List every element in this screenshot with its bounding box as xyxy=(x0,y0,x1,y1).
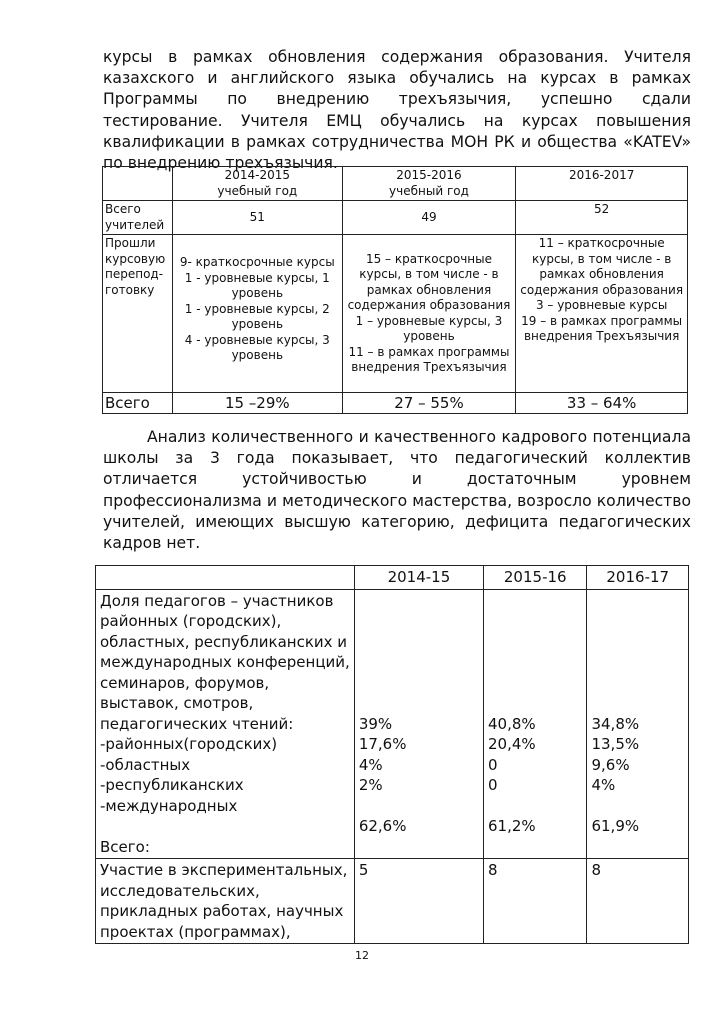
page-number: 12 xyxy=(355,949,369,962)
text-line: 62,6% xyxy=(358,817,407,835)
text-line: -республиканских xyxy=(100,776,244,794)
table-cell: 11 – краткосрочные курсы, в том числе - в рамках обновления содержания образования 3 – уровневые курсы 19 – в рамках программы внедрения Трехъязычия xyxy=(516,235,688,393)
text-line: 39% xyxy=(358,714,393,733)
table-cell: 52 xyxy=(516,201,688,235)
text-line: 20,4% xyxy=(488,735,536,753)
table-cell: 51 xyxy=(172,201,342,235)
table-header-cell: 2016-2017 xyxy=(516,167,688,201)
text-line: проектах (программах), xyxy=(100,922,291,941)
table-cell: 27 – 55% xyxy=(342,393,516,414)
row-label: Прошли курсовую перепод-готовку xyxy=(103,235,173,393)
courses-table xyxy=(102,166,688,414)
table-header-row xyxy=(103,167,688,201)
table-cell: 15 –29% xyxy=(172,393,342,414)
table-header-row xyxy=(96,566,689,590)
text-line: -районных(городских) xyxy=(100,735,278,753)
text-line: выставок, смотров, xyxy=(100,694,254,712)
table-row xyxy=(103,201,688,235)
table-header-cell xyxy=(96,566,355,590)
table-cell xyxy=(484,589,587,859)
table-cell: 49 xyxy=(342,201,516,235)
text-line: -международных xyxy=(100,796,238,815)
row-label: Всего учителей xyxy=(103,201,173,235)
text-line: Доля педагогов – участников xyxy=(100,591,334,610)
text-line: 34,8% xyxy=(591,714,640,733)
text-line xyxy=(591,796,684,817)
table-cell: 5 xyxy=(354,859,483,944)
table-header-cell: 2015-2016 учебный год xyxy=(342,167,516,201)
text-line: районных (городских), xyxy=(100,612,282,630)
text-line: 17,6% xyxy=(358,735,407,753)
text-line: международных конференций, xyxy=(100,653,350,671)
table-row xyxy=(96,859,689,944)
table-header-cell: 2016-17 xyxy=(587,566,689,590)
text-line xyxy=(488,796,582,817)
text-line: семинаров, форумов, xyxy=(100,673,270,692)
text-line: 40,8% xyxy=(488,714,536,733)
table-cell: 15 – краткосрочные курсы, в том числе - в рамках обновления содержания образования 1 – уровневые курсы, 3 уровень 11 – в рамках программы внедрения Трехъязычия xyxy=(342,235,516,393)
participation-table xyxy=(95,565,689,944)
text-line: областных, республиканских и xyxy=(100,632,348,651)
text-line: исследовательских, xyxy=(100,881,260,900)
text-line: 0 xyxy=(488,755,498,774)
text-line: 61,9% xyxy=(591,817,640,835)
table-header-cell: 2015-16 xyxy=(484,566,587,590)
text-line: Участие в экспериментальных, xyxy=(100,861,348,879)
text-line: 9,6% xyxy=(591,755,630,774)
text-line: 61,2% xyxy=(488,817,536,835)
table-row xyxy=(103,235,688,393)
text-line xyxy=(100,816,350,837)
row-label: Всего xyxy=(103,393,173,414)
table-cell: 33 – 64% xyxy=(516,393,688,414)
table-cell: 8 xyxy=(587,859,689,944)
table-row xyxy=(96,589,689,859)
intro-paragraph: курсы в рамках обновления содержания образования. Учителя казахского и английского языка обучались на курсах в рамках Программы по внедрению трехъязычия, успешно сдали тестирование. Учителя ЕМЦ обучались на курсах повышения квалификации в рамках сотрудничества МОН РК и общества «KATEV» по внедрению трехъязычия. xyxy=(103,48,691,173)
table-header-cell xyxy=(103,167,173,201)
table-header-cell: 2014-2015 учебный год xyxy=(172,167,342,201)
text-line: Всего: xyxy=(100,837,150,856)
text-line: прикладных работах, научных xyxy=(100,902,344,920)
text-line: -областных xyxy=(100,755,191,774)
analysis-paragraph: Анализ количественного и качественного кадрового потенциала школы за 3 года показывает, что педагогический коллектив отличается устойчивостью и достаточным уровнем профессионализма и методического мастерства, возросло количество учителей, имеющих высшую категорию, дефицита педагогических кадров нет. xyxy=(103,428,691,553)
text-line xyxy=(359,796,479,817)
text-line: педагогических чтений: xyxy=(100,714,294,733)
text-line: 4% xyxy=(591,776,616,794)
table-cell: 8 xyxy=(484,859,587,944)
table-header-cell: 2014-15 xyxy=(354,566,483,590)
row-label xyxy=(96,589,355,859)
text-line: 4% xyxy=(358,755,383,774)
text-line: 2% xyxy=(358,776,383,794)
text-line: 13,5% xyxy=(591,735,640,753)
table-cell xyxy=(354,589,483,859)
table-cell xyxy=(587,589,689,859)
text-line: 0 xyxy=(488,776,498,794)
row-label xyxy=(96,859,355,944)
table-cell: 9- краткосрочные курсы 1 - уровневые курсы, 1 уровень 1 - уровневые курсы, 2 уровень 4 - уровневые курсы, 3 уровень xyxy=(172,235,342,393)
table-row xyxy=(103,393,688,414)
